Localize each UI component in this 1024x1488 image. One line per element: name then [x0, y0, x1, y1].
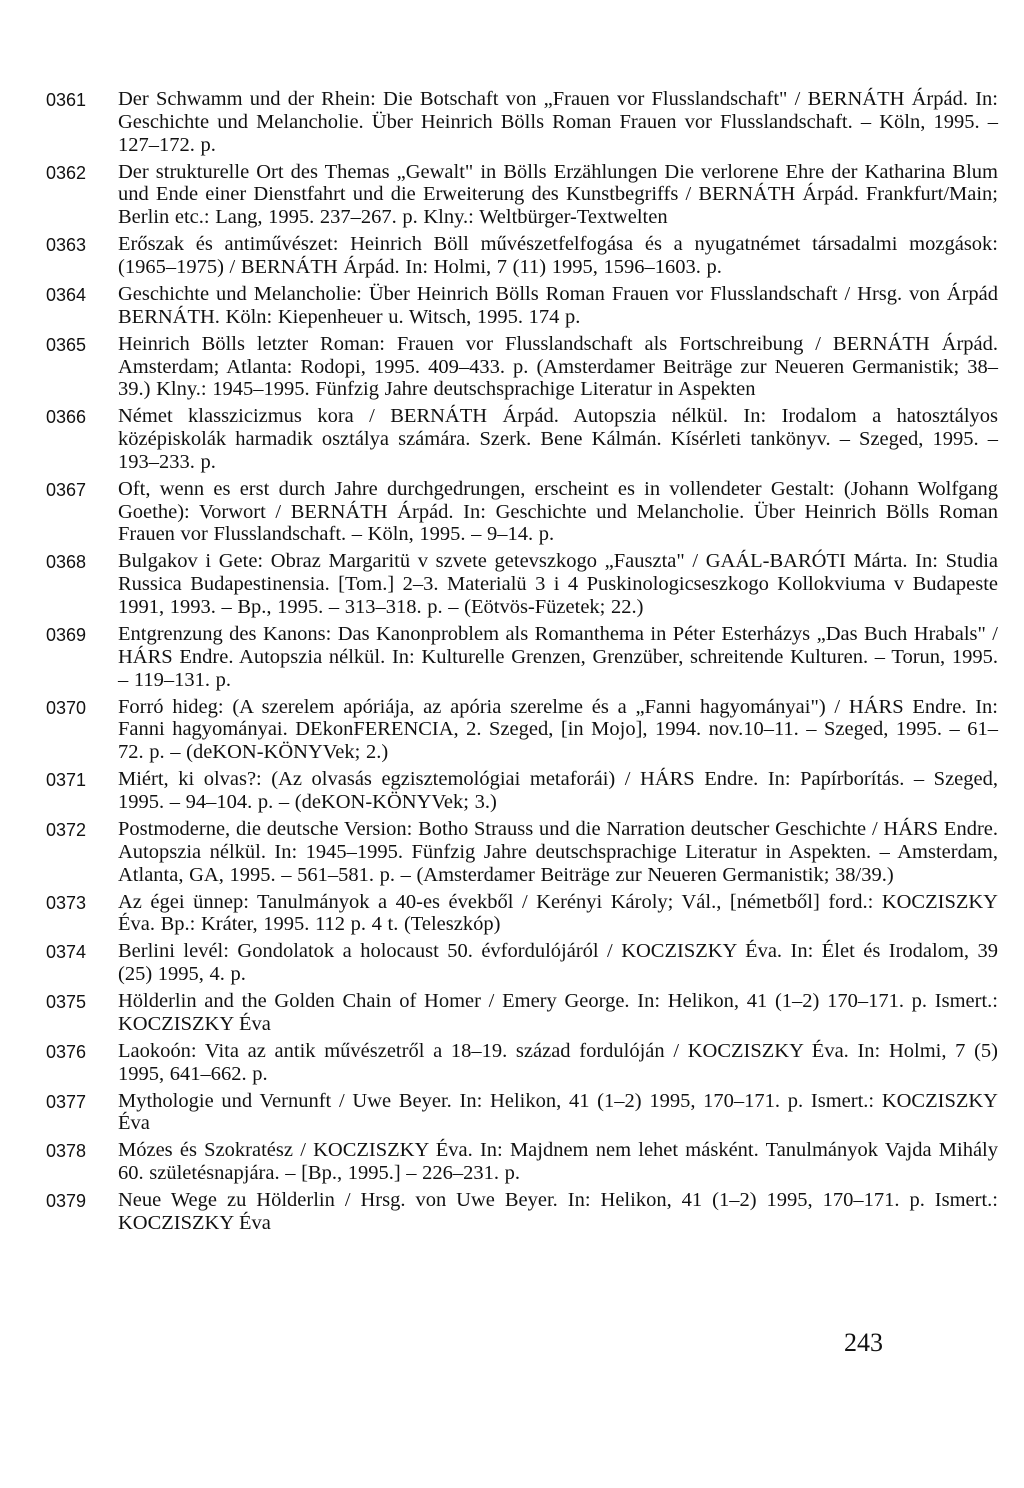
bibliography-list: [46, 88, 998, 1239]
entry-text: Heinrich Bölls letzter Roman: Frauen vor Flusslandschaft als Fortschreibung / BERNÁTH Árpád. Amsterdam; Atlanta: Rodopi, 1995. 409–433. p. (Amsterdamer Beiträge zur Neueren Germanistik; 38–39.) Klny.: 1945–1995. Fünfzig Jahre deutschsprachige Literatur in Aspekten: [118, 332, 998, 401]
bibliography-entry: [46, 88, 998, 156]
bibliography-entry: [46, 623, 998, 691]
bibliography-entry: [46, 891, 998, 937]
bibliography-entry: [46, 768, 998, 814]
page-number: 243: [844, 1328, 883, 1357]
entry-text: Oft, wenn es erst durch Jahre durchgedrungen, erscheint es in vollendeter Gestalt: (Johann Wolfgang Goethe): Vorwort / BERNÁTH Árpád. In: Geschichte und Melancholie. Über Heinrich Bölls Roman Frauen vor Flusslandschaft. – Köln, 1995. – 9–14. p.: [118, 477, 998, 546]
entry-number: 0370: [46, 697, 87, 718]
bibliography-entry: [46, 696, 998, 764]
entry-text: Erőszak és antiművészet: Heinrich Böll művészetfelfogása és a nyugatnémet társadalmi mozgások: (1965–1975) / BERNÁTH Árpád. In: Holmi, 7 (11) 1995, 1596–1603. p.: [118, 233, 998, 278]
entry-text: Hölderlin and the Golden Chain of Homer / Emery George. In: Helikon, 41 (1–2) 170–171. p. Ismert.: KOCZISZKY Éva: [118, 990, 998, 1035]
bibliography-entry: [46, 1139, 998, 1185]
entry-text: Mythologie und Vernunft / Uwe Beyer. In: Helikon, 41 (1–2) 1995, 170–171. p. Ismert.: KOCZISZKY Éva: [118, 1089, 998, 1135]
entry-text: Geschichte und Melancholie: Über Heinrich Bölls Roman Frauen vor Flusslandschaft / Hrsg. von Árpád BERNÁTH. Köln: Kiepenheuer u. Witsch, 1995. 174 p.: [118, 282, 998, 328]
bibliography-entry: [46, 283, 998, 329]
bibliography-entry: [46, 1040, 998, 1086]
entry-number: 0375: [46, 992, 87, 1013]
entry-number: 0365: [46, 334, 87, 355]
bibliography-entry: [46, 1189, 998, 1235]
entry-number: 0379: [46, 1191, 87, 1212]
entry-text: Német klasszicizmus kora / BERNÁTH Árpád. Autopszia nélkül. In: Irodalom a hatosztályos középiskolák harmadik osztálya számára. Szerk. Bene Kálmán. Kísérleti tankönyv. – Szeged, 1995. – 193–233. p.: [118, 405, 998, 473]
entry-number: 0374: [46, 942, 87, 963]
entry-number: 0362: [46, 162, 87, 183]
bibliography-entry: [46, 940, 998, 986]
entry-number: 0373: [46, 892, 87, 913]
entry-number: 0368: [46, 552, 87, 573]
bibliography-entry: [46, 233, 998, 279]
bibliography-entry: [46, 1090, 998, 1136]
bibliography-entry: [46, 333, 998, 401]
entry-number: 0363: [46, 235, 87, 256]
entry-number: 0376: [46, 1041, 87, 1062]
entry-number: 0377: [46, 1091, 87, 1112]
entry-number: 0361: [46, 90, 87, 110]
bibliography-entry: [46, 405, 998, 473]
entry-text: Der Schwamm und der Rhein: Die Botschaft von „Frauen vor Flusslandschaft" / BERNÁTH Árpád. In: Geschichte und Melancholie. Über Heinrich Bölls Roman Frauen vor Flusslandschaft. – Köln, 1995. – 127–172. p.: [118, 88, 998, 156]
entry-text: Mózes és Szokratész / KOCZISZKY Éva. In: Majdnem nem lehet másként. Tanulmányok Vajda Mihály 60. születésnapjára. – [Bp., 1995.] – 226–231. p.: [118, 1139, 998, 1185]
bibliography-entry: [46, 550, 998, 618]
bibliography-entry: [46, 478, 998, 546]
entry-text: Miért, ki olvas?: (Az olvasás egzisztemológiai metaforái) / HÁRS Endre. In: Papírborítás. – Szeged, 1995. – 94–104. p. – (deKON-KÖNYVek; 3.): [118, 768, 998, 813]
entry-text: Laokoón: Vita az antik művészetről a 18–19. század fordulóján / KOCZISZKY Éva. In: Holmi, 7 (5) 1995, 641–662. p.: [118, 1039, 998, 1085]
entry-number: 0366: [46, 407, 87, 428]
entry-text: Az égei ünnep: Tanulmányok a 40-es évekből / Kerényi Károly; Vál., [németből] ford.: KOCZISZKY Éva. Bp.: Kráter, 1995. 112 p. 4 t. (Teleszkóp): [118, 890, 998, 936]
entry-text: Postmoderne, die deutsche Version: Botho Strauss und die Narration deutscher Geschichte / HÁRS Endre. Autopszia nélkül. In: 1945–1995. Fünfzig Jahre deutschsprachige Literatur in Aspekten. – Amsterdam, Atlanta, GA, 1995. – 561–581. p. – (Amsterdamer Beiträge zur Neueren Germanistik; 38/39.): [118, 817, 998, 886]
entry-number: 0369: [46, 625, 87, 646]
entry-number: 0372: [46, 819, 87, 840]
bibliography-entry: [46, 990, 998, 1036]
entry-number: 0364: [46, 284, 87, 305]
entry-number: 0367: [46, 479, 87, 500]
entry-text: Entgrenzung des Kanons: Das Kanonproblem als Romanthema in Péter Esterházys „Das Buch Hrabals" / HÁRS Endre. Autopszia nélkül. In: Kulturelle Grenzen, Grenzüber, schreitende Kulturen. – Torun, 1995. – 119–131. p.: [118, 623, 998, 691]
entry-number: 0371: [46, 770, 87, 791]
entry-text: Berlini levél: Gondolatok a holocaust 50. évfordulójáról / KOCZISZKY Éva. In: Élet és Irodalom, 39 (25) 1995, 4. p.: [118, 940, 998, 986]
entry-text: Forró hideg: (A szerelem apóriája, az apória szerelme és a „Fanni hagyományai") / HÁRS Endre. In: Fanni hagyományai. DEkonFERENCIA, 2. Szeged, [in Mojo], 1994. nov.10–11. – Szeged, 1995. – 61–72. p. – (deKON-KÖNYVek; 2.): [118, 695, 998, 764]
entry-text: Der strukturelle Ort des Themas „Gewalt" in Bölls Erzählungen Die verlorene Ehre der Katharina Blum und Ende einer Dienstfahrt und die Erweiterung des Kunstbegriffs / BERNÁTH Árpád. Frankfurt/Main; Berlin etc.: Lang, 1995. 237–267. p. Klny.: Weltbürger-Textwelten: [118, 160, 998, 229]
bibliography-entry: [46, 161, 998, 229]
entry-number: 0378: [46, 1141, 87, 1162]
bibliography-entry: [46, 818, 998, 886]
entry-text: Bulgakov i Gete: Obraz Margaritü v szvete getevszkogo „Fauszta" / GAÁL-BARÓTI Márta. In: Studia Russica Budapestinensia. [Tom.] 2–3. Materialü 3 i 4 Puskinologicseszkogo Kollokviuma v Budapeste 1991, 1993. – Bp., 1995. – 313–318. p. – (Eötvös-Füzetek; 22.): [118, 550, 998, 619]
entry-text: Neue Wege zu Hölderlin / Hrsg. von Uwe Beyer. In: Helikon, 41 (1–2) 1995, 170–171. p. Ismert.: KOCZISZKY Éva: [118, 1189, 998, 1235]
